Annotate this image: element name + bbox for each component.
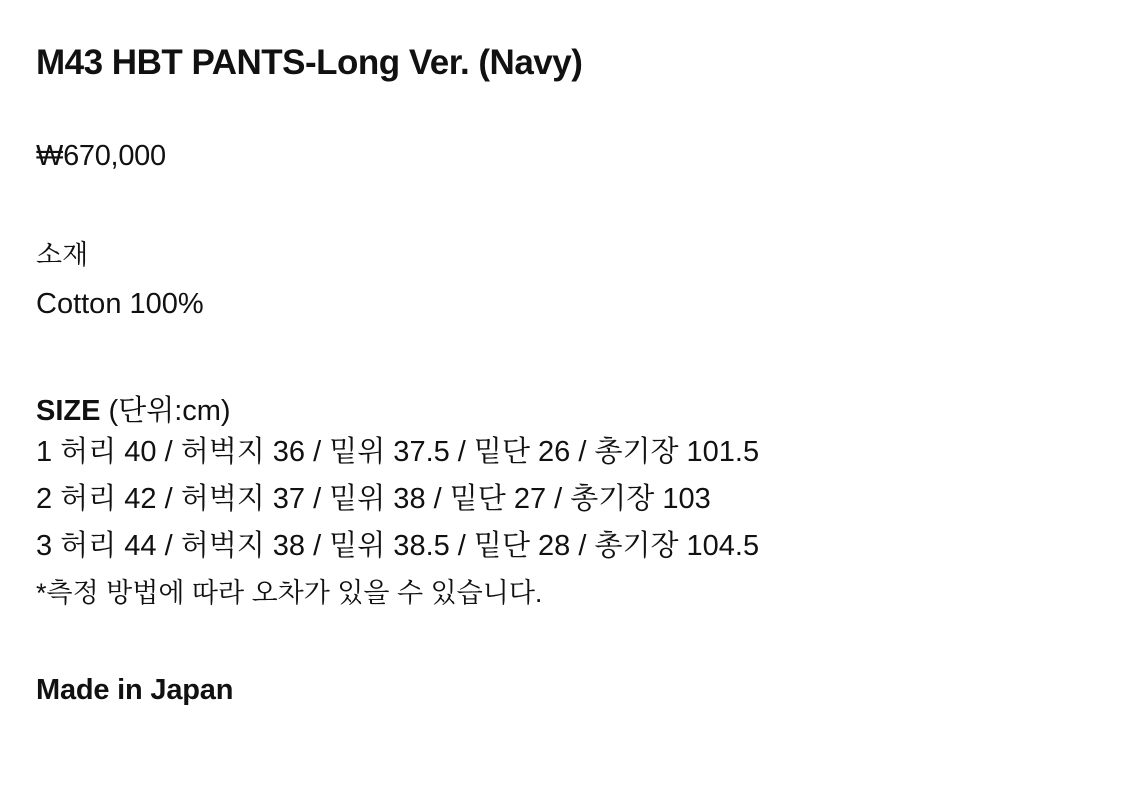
size-heading-unit: (단위:cm): [100, 395, 231, 428]
size-heading: [36, 388, 1089, 429]
size-section: [36, 326, 1089, 616]
size-row: 2 허리 42 / 허벅지 37 / 밑위 38 / 밑단 27 / 총기장 103: [36, 483, 711, 516]
size-row: 3 허리 44 / 허벅지 38 / 밑위 38.5 / 밑단 28 / 총기장 104.5: [36, 530, 760, 563]
page-title: M43 HBT PANTS-Long Ver. (Navy): [36, 43, 583, 82]
material-value: Cotton 100%: [36, 287, 204, 320]
size-row: 1 허리 40 / 허벅지 36 / 밑위 37.5 / 밑단 26 / 총기장 101.5: [36, 436, 760, 469]
material-section: [36, 173, 1089, 326]
material-label: 소재: [36, 240, 89, 270]
size-measurement-note: *측정 방법에 따라 오차가 있을 수 있습니다.: [36, 578, 543, 609]
size-heading-bold: SIZE: [36, 395, 101, 428]
country-of-origin: Made in Japan: [36, 673, 234, 706]
product-price: ₩670,000: [36, 140, 166, 172]
